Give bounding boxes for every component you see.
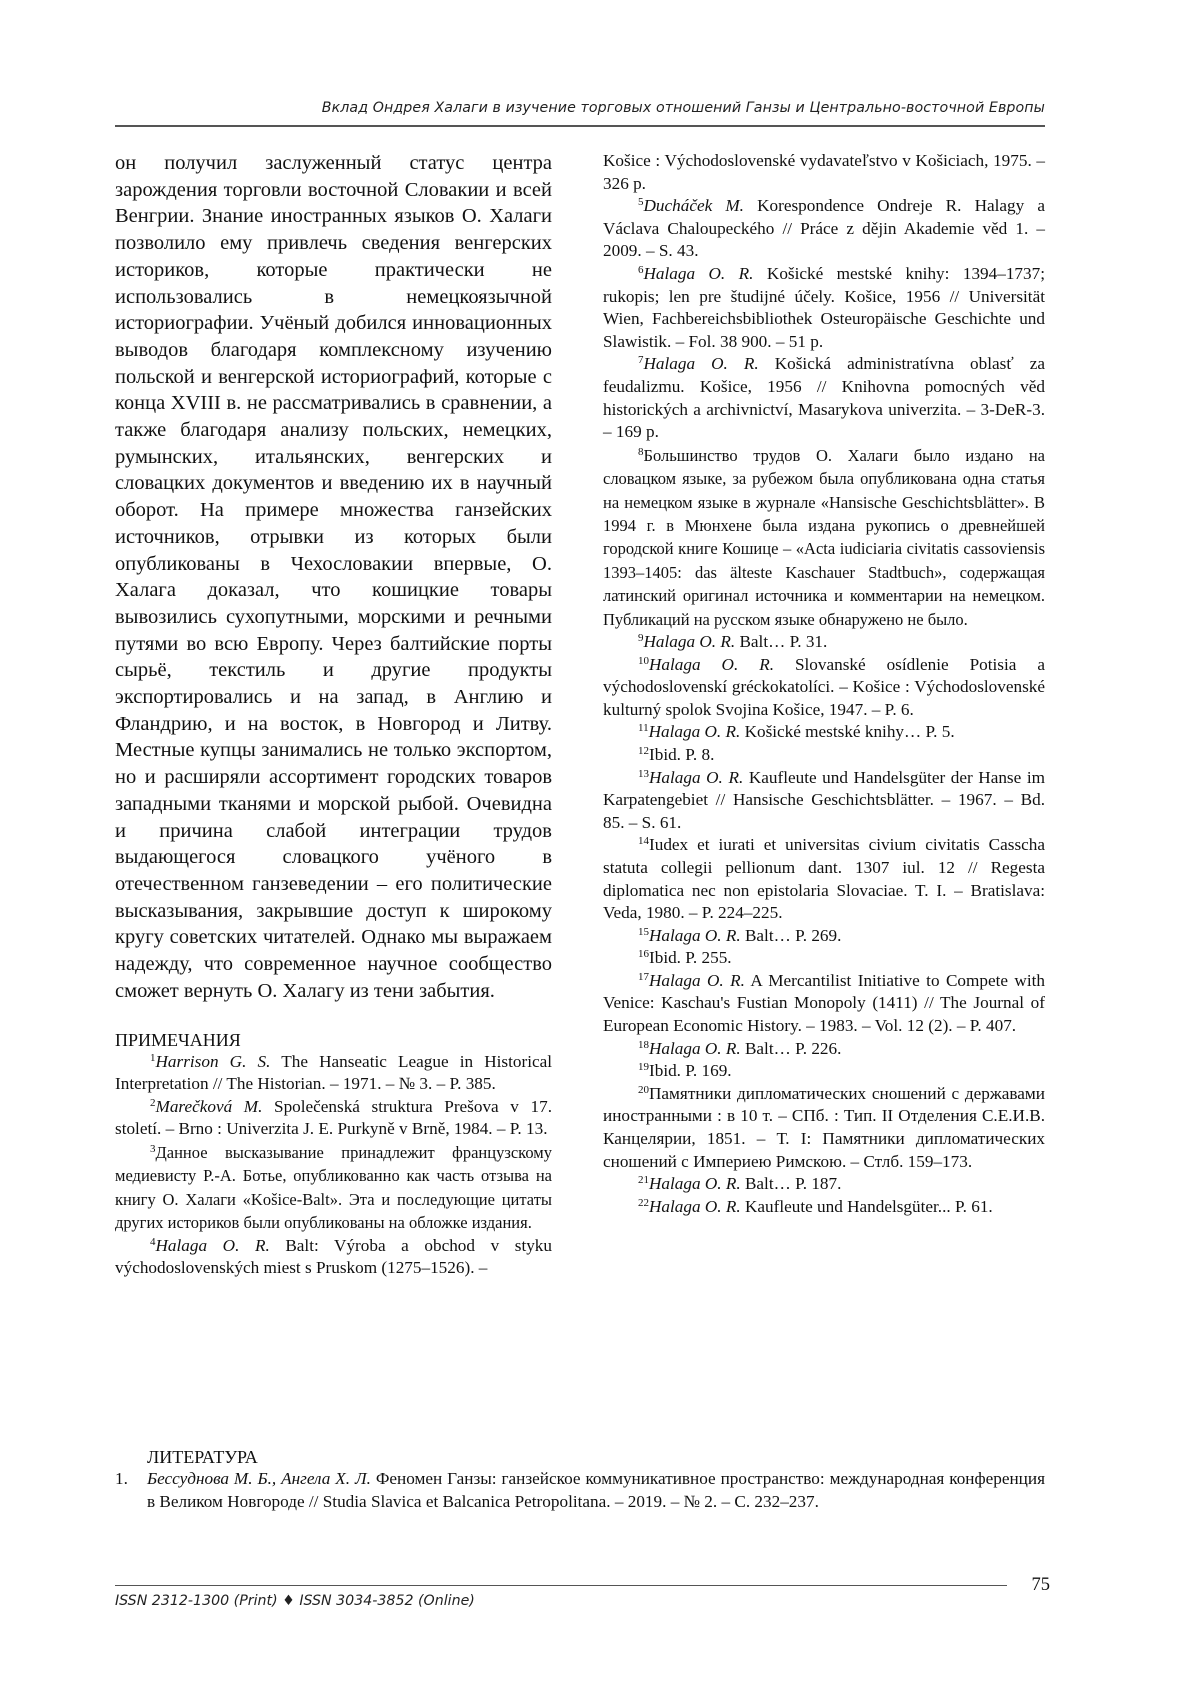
footnote-4-continuation: Košice : Východoslovenské vydavateľstvo v Košiciach, 1975. – 326 p. (603, 151, 1045, 193)
footnote-4: $^4$Halaga O. R. Balt: Výroba a obchod v styku východoslovenských miest s Pruskom (1275–1526). – (115, 1235, 552, 1278)
footnote-21: $^{21}$Halaga O. R. Balt… P. 187. (638, 1174, 842, 1194)
footnote-9: $^9$Halaga O. R. Balt… P. 31. (638, 631, 828, 651)
footnote-2: $^2$Marečková M. Společenská struktura Prešova v 17. století. – Brno : Univerzita J. E. Purkyně v Brně, 1984. – P. 13. (115, 1096, 552, 1139)
running-header: Вклад Ондрея Халаги в изучение торговых отношений Ганзы и Центрально-восточной Европы (321, 100, 1045, 116)
footer-rule (115, 1585, 1007, 1586)
footnote-22: $^{22}$Halaga O. R. Kaufleute und Handelsgüter... P. 61. (638, 1196, 993, 1216)
footnote-11: $^{11}$Halaga O. R. Košické mestské knihy… P. 5. (638, 722, 955, 742)
footnote-12: $^{12}$Ibid. P. 8. (638, 744, 715, 764)
footnote-14: $^{14}$Iudex et iurati et universitas civium civitatis Casscha statuta collegii pellionum dant. 1307 iul. 12 // Regesta diplomatica nec non epistolaria Slovaciae. T. I. – Bratislava: Veda, 1980. – P. 224–225. (603, 835, 1045, 923)
literature-heading: ЛИТЕРАТУРА (147, 1447, 258, 1467)
footnote-16: $^{16}$Ibid. P. 255. (638, 948, 732, 968)
notes-heading: ПРИМЕЧАНИЯ (115, 1029, 241, 1050)
literature-section (115, 1446, 1045, 1513)
literature-item-text: Бессуднова М. Б., Ангела Х. Л. Феномен Ганзы: ганзейское коммуникативное пространство: международная конференция в Великом Новгороде // Studia Slavica et Balcanica Petropolitana. – 2019. – № 2. – С. 232–237. (147, 1469, 1045, 1511)
footnote-17: $^{17}$Halaga O. R. A Mercantilist Initiative to Compete with Venice: Kaschau's Fustian Monopoly (1411) // The Journal of European Economic History. – 1983. – Vol. 12 (2). – P. 407. (603, 970, 1045, 1036)
body-paragraph: он получил заслуженный статус центра зарождения торговли восточной Словакии и всей Венгрии. Знание иностранных языков О. Халаги позволило ему привлечь сведения венгерских историков, которые практически не использовались в немецкоязычной историографии. Учёный добился инновационных выводов благодаря комплексному изучению польской и венгерской историографий, которые с конца XVIII в. не рассматривались в сравнении, а также благодаря анализу польских, немецких, румынских, итальянских, венгерских и словацких документов и введению их в научный оборот. На примере множества ганзейских источников, отрывки из которых были опубликованы в Чехословакии впервые, О. Халага доказал, что кошицкие товары вывозились сухопутными, морскими и речными путями во всю Европу. Через балтийские порты сырьё, текстиль и другие продукты экспортировались и на запад, в Англию и Фландрию, и на восток, в Новгород и Литву. Местные купцы занимались не только экспортом, но и расширяли ассортимент городских товаров западными тканями и морской рыбой. Очевидна и причина слабой интеграции трудов выдающегося словацкого учёного в отечественном ганзеведении – его политические высказывания, закрывшие доступ к широкому кругу советских читателей. Однако мы выражаем надежду, что современное научное сообщество сможет вернуть О. Халагу из тени забытия. (115, 152, 552, 1002)
footnote-7: $^7$Halaga O. R. Košická administratívna oblasť za feudalizmu. Košice, 1956 // Knihovna pomocných věd historických a archivnictví, Masarykova univerzita. – 3-DeR-3. – 169 p. (603, 354, 1045, 442)
literature-item-number: 1. (115, 1469, 128, 1488)
footnote-5: $^5$Ducháček M. Korespondence Ondreje R. Halagy a Václava Chaloupeckého // Práce z dějin Akademie věd 1. – 2009. – S. 43. (603, 196, 1046, 261)
header-rule (115, 125, 1045, 127)
footer-issn: ISSN 2312-1300 (Print) ♦ ISSN 3034-3852 (Online) (115, 1593, 475, 1609)
page-number: 75 (1031, 1575, 1050, 1595)
left-column (115, 150, 552, 1280)
footnote-10: $^{10}$Halaga O. R. Slovanské osídlenie Potisia a východoslovenskí gréckokatolíci. – Košice : Východoslovenské kulturný spolok Svojina Košice, 1947. – P. 6. (603, 654, 1045, 719)
footnote-19: $^{19}$Ibid. P. 169. (638, 1061, 732, 1081)
footnote-15: $^{15}$Halaga O. R. Balt… P. 269. (638, 925, 842, 945)
footnote-13: $^{13}$Halaga O. R. Kaufleute und Handelsgüter der Hanse im Karpatengebiet // Hansische Geschichtsblätter. – 1967. – Bd. 85. – S. 61. (603, 767, 1045, 832)
right-column (603, 150, 1045, 1218)
footnote-8: $^8$Большинство трудов О. Халаги было издано на словацком языке, за рубежом была опубликована одна статья на немецком языке в журнале «Hansische Geschichtsblätter». В 1994 г. в Мюнхене была издана рукопись о древнейшей городской книге Кошице – «Acta iudiciaria civitatis cassoviensis 1393–1405: das älteste Kaschauer Stadtbuch», содержащая латинский оригинал источника и комментарии на немецком. Публикаций на русском языке обнаружено не было. (603, 445, 1045, 629)
footnote-3: $^3$Данное высказывание принадлежит французскому медиевисту Р.-А. Ботье, опубликованно как часть отзыва на книгу О. Халаги «Košice-Balt». Эта и последующие цитаты других историков были опубликованы на обложке издания. (115, 1142, 552, 1233)
footnote-18: $^{18}$Halaga O. R. Balt… P. 226. (638, 1038, 842, 1058)
literature-item (115, 1468, 1045, 1513)
footnote-6: $^6$Halaga O. R. Košické mestské knihy: 1394–1737; rukopis; len pre študijné účely. Košice, 1956 // Universität Wien, Fachbereichsbibliothek Osteuropäische Geschichte und Slawistik. – Fol. 38 900. – 51 p. (603, 263, 1045, 351)
footnote-20: $^{20}$Памятники дипломатических сношений с державами иностранными : в 10 т. – СПб. : Тип. II Отделения С.Е.И.В. Канцелярии, 1851. – Т. I: Памятники дипломатических сношений с Империею Римскою. – Стлб. 159–173. (603, 1083, 1045, 1171)
footnote-1: $^1$Harrison G. S. The Hanseatic League in Historical Interpretation // The Historian. – 1971. – № 3. – P. 385. (115, 1051, 553, 1094)
